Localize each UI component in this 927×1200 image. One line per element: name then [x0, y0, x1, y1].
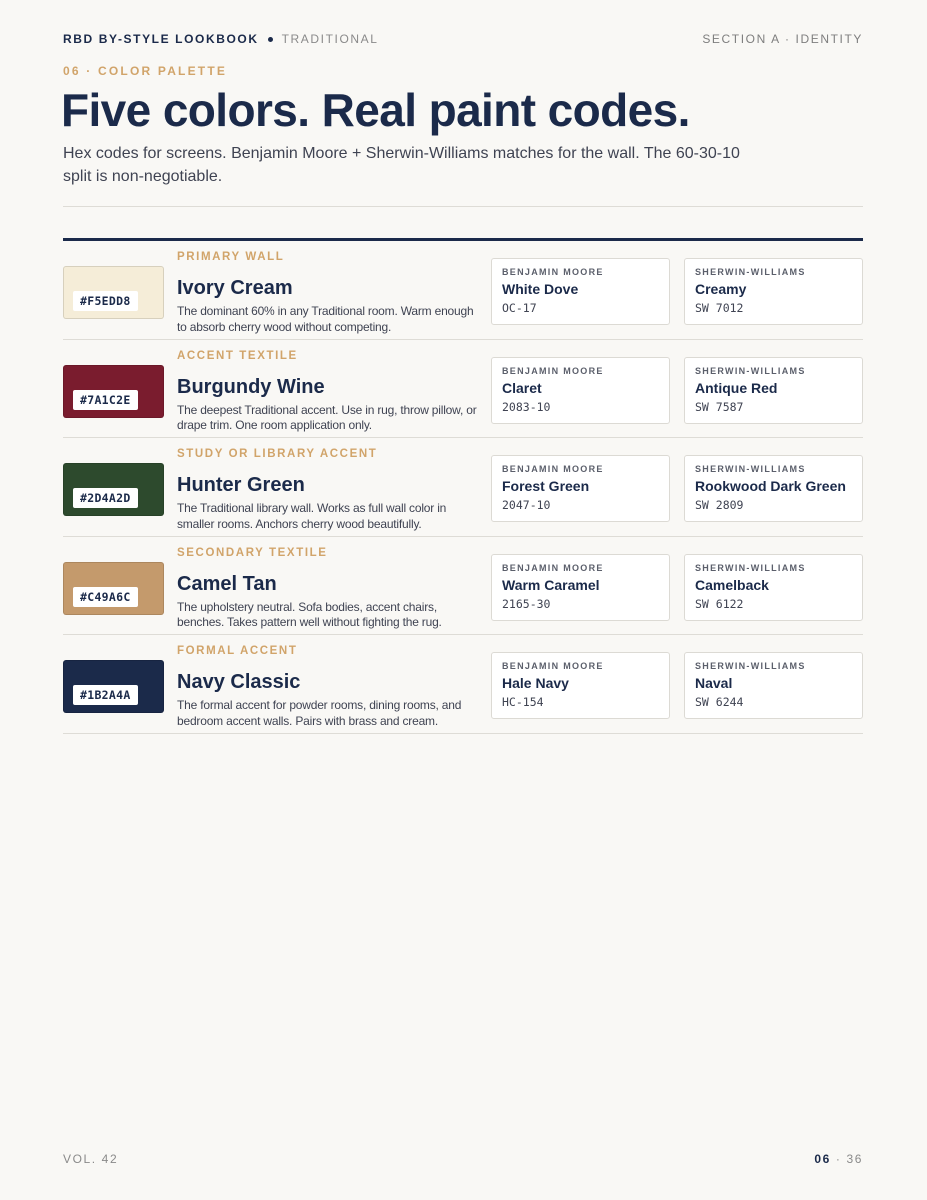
page-footer — [63, 1152, 863, 1166]
page-separator: · — [835, 1152, 842, 1166]
paint-brand: SHERWIN-WILLIAMS — [695, 267, 806, 277]
paint-code: SW 2809 — [695, 498, 744, 512]
paint-code: OC-17 — [502, 301, 537, 315]
hex-code-chip: #7A1C2E — [73, 390, 138, 410]
section-eyebrow: 06 · COLOR PALETTE — [63, 64, 228, 78]
paint-code: SW 7587 — [695, 399, 744, 414]
style-label: TRADITIONAL — [281, 32, 379, 46]
page-title: Five colors. Real paint codes. — [61, 84, 690, 136]
color-row — [63, 537, 863, 636]
color-role: PRIMARY WALL — [177, 251, 285, 263]
color-name: Camel Tan — [177, 572, 277, 595]
color-name: Ivory Cream — [177, 277, 293, 299]
color-info — [177, 547, 482, 631]
color-swatch — [63, 365, 164, 418]
paint-brand: SHERWIN-WILLIAMS — [695, 464, 806, 474]
color-name: Hunter Green — [177, 474, 305, 496]
paint-brand: SHERWIN-WILLIAMS — [695, 661, 806, 671]
paint-brand: SHERWIN-WILLIAMS — [695, 365, 806, 376]
color-description: The dominant 60% in any Traditional room. Warm enough to absorb cherry wood without competing. — [177, 304, 474, 334]
header-brand-group — [63, 32, 379, 46]
color-description: The Traditional library wall. Works as full wall color in smaller rooms. Anchors cherry wood beautifully. — [177, 501, 447, 531]
page-number — [814, 1152, 863, 1166]
color-swatch — [63, 562, 164, 615]
color-info — [177, 350, 482, 434]
color-role: ACCENT TEXTILE — [177, 349, 298, 362]
paint-code: 2047-10 — [502, 498, 551, 512]
color-swatch — [63, 463, 164, 516]
paint-name: White Dove — [502, 281, 579, 297]
color-info — [177, 251, 482, 335]
sherwin-williams-card — [684, 455, 863, 522]
benjamin-moore-card — [491, 455, 670, 522]
paint-code: SW 6244 — [695, 695, 744, 709]
paint-code: SW 7012 — [695, 301, 744, 315]
benjamin-moore-card — [491, 258, 670, 325]
section-label: SECTION A · IDENTITY — [702, 32, 863, 46]
bullet-dot-icon — [268, 37, 273, 42]
divider — [63, 206, 863, 207]
lookbook-title: RBD BY-STYLE LOOKBOOK — [63, 32, 259, 46]
hex-code-chip: #2D4A2D — [73, 488, 138, 508]
paint-name: Camelback — [695, 576, 769, 593]
paint-brand: BENJAMIN MOORE — [502, 365, 604, 376]
sherwin-williams-card — [684, 258, 863, 325]
paint-brand: SHERWIN-WILLIAMS — [695, 562, 806, 573]
hex-code-chip: #F5EDD8 — [73, 291, 138, 311]
color-description: The upholstery neutral. Sofa bodies, accent chairs, benches. Takes pattern well without fighting the rug. — [177, 599, 442, 629]
hex-code-chip: #1B2A4A — [73, 685, 138, 705]
section-number: 06 — [814, 1152, 831, 1166]
paint-brand: BENJAMIN MOORE — [502, 464, 604, 474]
paint-code: SW 6122 — [695, 596, 744, 611]
color-role: FORMAL ACCENT — [177, 645, 298, 657]
paint-name: Naval — [695, 675, 733, 691]
color-description: The deepest Traditional accent. Use in rug, throw pillow, or drape trim. One room application only. — [177, 402, 477, 432]
paint-code: 2165-30 — [502, 596, 551, 611]
color-row — [63, 241, 863, 340]
paint-name: Claret — [502, 379, 542, 396]
benjamin-moore-card — [491, 652, 670, 719]
paint-name: Creamy — [695, 281, 747, 297]
color-row — [63, 340, 863, 439]
sherwin-williams-card — [684, 554, 863, 621]
color-swatch — [63, 266, 164, 319]
color-info — [177, 645, 482, 729]
benjamin-moore-card — [491, 357, 670, 424]
benjamin-moore-card — [491, 554, 670, 621]
page-header — [63, 32, 863, 46]
page-subtitle: Hex codes for screens. Benjamin Moore + Sherwin-Williams matches for the wall. The 60-30-10 split is non-negotiable. — [63, 145, 740, 185]
color-row — [63, 438, 863, 537]
sherwin-williams-card — [684, 652, 863, 719]
paint-code: 2083-10 — [502, 399, 551, 414]
color-info — [177, 448, 482, 532]
color-description: The formal accent for powder rooms, dining rooms, and bedroom accent walls. Pairs with brass and cream. — [177, 698, 462, 728]
color-role: SECONDARY TEXTILE — [177, 546, 328, 559]
color-palette-list — [63, 241, 863, 734]
color-name: Burgundy Wine — [177, 375, 325, 398]
paint-code: HC-154 — [502, 695, 544, 709]
color-role: STUDY OR LIBRARY ACCENT — [177, 448, 378, 460]
color-name: Navy Classic — [177, 671, 301, 693]
paint-name: Warm Caramel — [502, 576, 600, 593]
paint-brand: BENJAMIN MOORE — [502, 562, 604, 573]
sherwin-williams-card — [684, 357, 863, 424]
paint-name: Forest Green — [502, 478, 590, 494]
paint-brand: BENJAMIN MOORE — [502, 661, 604, 671]
hex-code-chip: #C49A6C — [73, 587, 138, 607]
paint-name: Rookwood Dark Green — [695, 478, 846, 494]
volume-label: VOL. 42 — [63, 1152, 119, 1166]
paint-name: Hale Navy — [502, 675, 569, 691]
paint-name: Antique Red — [695, 379, 778, 396]
paint-brand: BENJAMIN MOORE — [502, 267, 604, 277]
color-row — [63, 635, 863, 734]
color-swatch — [63, 660, 164, 713]
page-count: 36 — [846, 1152, 863, 1166]
